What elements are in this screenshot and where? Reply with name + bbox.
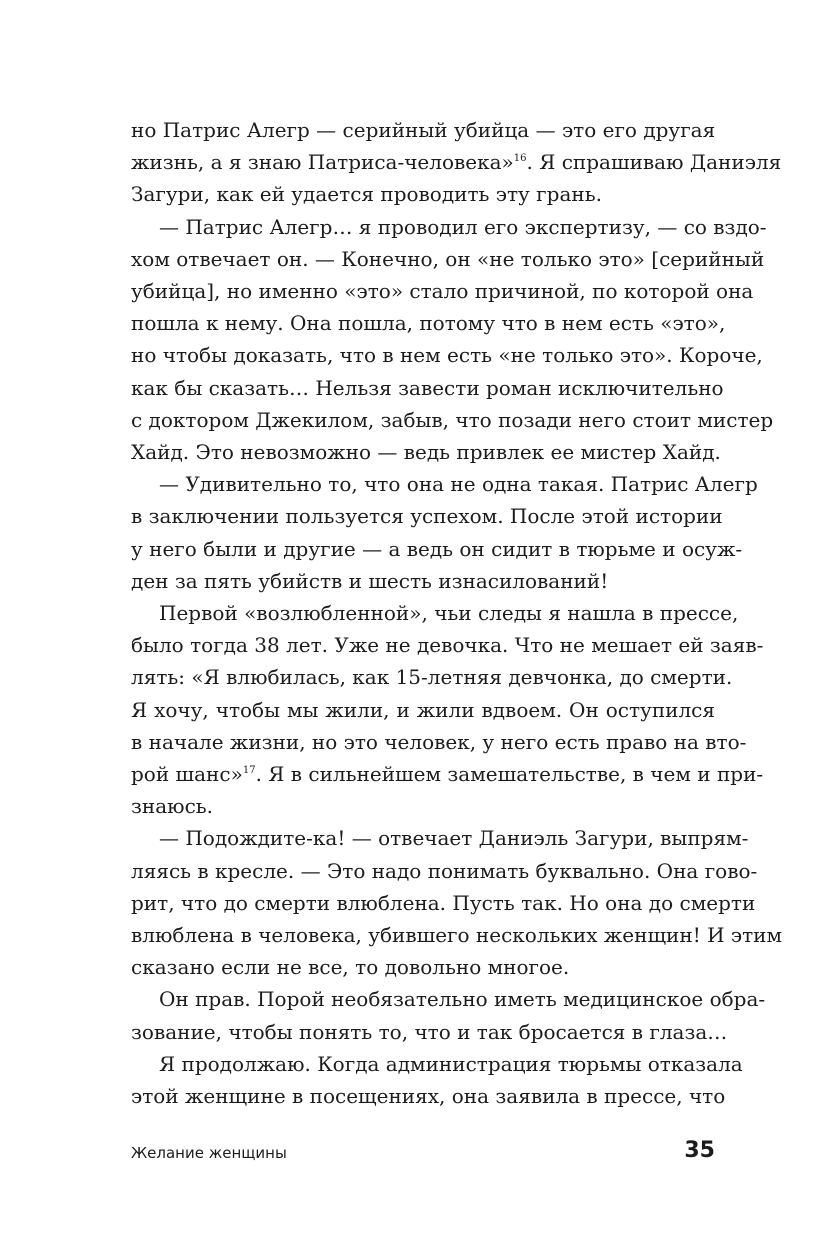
line-text: с доктором Джекилом, забыв, что позади него стоит мистер <box>131 407 774 432</box>
line-text: ден за пять убийств и шесть изнасилований! <box>131 568 609 593</box>
line-text: Хайд. Это невозможно — ведь привлек ее мистер Хайд. <box>131 440 721 465</box>
text-line <box>131 597 739 629</box>
text-line <box>131 114 715 146</box>
line-text: но Патрис Алегр — серийный убийца — это его другая <box>131 118 716 142</box>
footnote-marker: 17 <box>242 765 256 777</box>
line-text: зование, чтобы понять то, что и так бросается в глаза… <box>131 1019 728 1044</box>
line-text-continued: . Я спрашиваю Даниэля <box>526 150 782 175</box>
line-text: этой женщине в посещениях, она заявила в прессе, что <box>131 1084 726 1109</box>
text-line <box>131 919 783 951</box>
page-footer <box>131 1138 715 1168</box>
line-text: — Подождите-ка! — отвечает Даниэль Загури, выпрям- <box>159 826 749 851</box>
running-title: Желание женщины <box>131 1144 287 1162</box>
text-line <box>131 1080 726 1112</box>
text-line <box>131 307 726 339</box>
text-line <box>131 533 743 565</box>
line-text: в начале жизни, но это человек, у него есть право на вто- <box>131 729 747 754</box>
text-line <box>131 855 758 887</box>
text-line <box>131 500 723 532</box>
line-text: ляясь в кресле. — Это надо понимать буквально. Она гово- <box>131 858 758 883</box>
line-text: сказано если не все, то довольно многое. <box>131 955 570 980</box>
text-line <box>131 468 758 500</box>
line-text: как бы сказать… Нельзя завести роман исключительно <box>131 375 724 400</box>
line-text: было тогда 38 лет. Уже не девочка. Что не мешает ей заяв- <box>131 633 764 658</box>
line-text: — Удивительно то, что она не одна такая. Патрис Алегр <box>159 472 758 497</box>
text-line <box>131 758 764 790</box>
text-line <box>131 629 764 661</box>
line-text: у него были и другие — а ведь он сидит в тюрьме и осуж- <box>131 536 743 561</box>
footnote-marker: 16 <box>513 153 527 165</box>
text-line <box>131 1016 728 1048</box>
line-text: рой шанс» <box>131 762 243 787</box>
text-line <box>131 983 766 1015</box>
line-text: жизнь, а я знаю Патриса-человека» <box>131 150 514 175</box>
line-text: в заключении пользуется успехом. После этой истории <box>131 504 723 529</box>
line-text: убийца], но именно «это» стало причиной, по которой она <box>131 279 754 304</box>
text-line <box>131 887 756 919</box>
line-text: Он прав. Порой необязательно иметь медицинское обра- <box>159 987 766 1012</box>
line-text: Я хочу, чтобы мы жили, и жили вдвоем. Он оступился <box>131 697 715 722</box>
line-text: рит, что до смерти влюблена. Пусть так. Но она до смерти <box>131 890 756 915</box>
line-text: пошла к нему. Она пошла, потому что в нем есть «это», <box>131 311 726 336</box>
text-line <box>131 565 715 597</box>
body-text <box>131 114 783 1112</box>
text-line <box>131 146 782 178</box>
text-line <box>131 726 747 758</box>
page-number: 35 <box>684 1138 715 1163</box>
line-text: Загури, как ей удается проводить эту грань. <box>131 182 602 207</box>
text-line <box>131 178 715 210</box>
text-line <box>131 372 724 404</box>
text-line <box>131 822 749 854</box>
text-line <box>131 790 715 822</box>
line-text: но чтобы доказать, что в нем есть «не только это». Короче, <box>131 343 763 368</box>
line-text-continued: . Я в сильнейшем замешательстве, в чем и при- <box>255 762 764 787</box>
text-line <box>131 243 765 275</box>
text-line <box>131 1048 743 1080</box>
line-text: — Патрис Алегр… я проводил его экспертизу, — со вздо- <box>159 214 767 239</box>
text-line <box>131 211 767 243</box>
text-line <box>131 404 774 436</box>
line-text: Я продолжаю. Когда администрация тюрьмы отказала <box>159 1051 743 1076</box>
line-text: лять: «Я влюбилась, как 15-летняя девчонка, до смерти. <box>131 665 733 690</box>
line-text: влюблена в человека, убившего нескольких женщин! И этим <box>131 923 783 948</box>
line-text: хом отвечает он. — Конечно, он «не только это» [серийный <box>131 246 765 271</box>
text-line <box>131 275 754 307</box>
text-line <box>131 951 715 983</box>
line-text: знаюсь. <box>131 794 214 819</box>
text-line <box>131 436 721 468</box>
text-line <box>131 661 733 693</box>
text-line <box>131 694 715 726</box>
line-text: Первой «возлюбленной», чьи следы я нашла в прессе, <box>159 601 739 626</box>
text-line <box>131 339 763 371</box>
